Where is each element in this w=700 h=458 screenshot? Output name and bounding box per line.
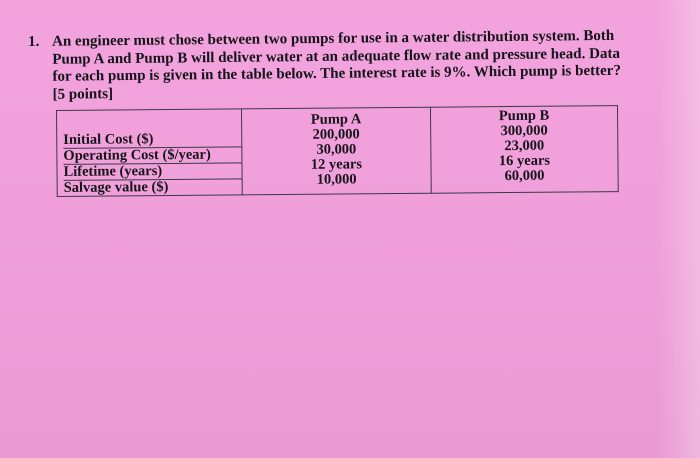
paper-edge-shading (658, 0, 700, 458)
pump-a-header: Pump A (310, 111, 362, 128)
table-row (57, 106, 619, 197)
pump-comparison-table (56, 105, 619, 206)
pump-b-salvage-value: 60,000 (504, 167, 545, 185)
pump-a-initial-cost: 200,000 (312, 126, 360, 143)
pump-a-salvage-value: 10,000 (316, 171, 357, 188)
row-label-initial-cost: Initial Cost ($) (63, 131, 242, 149)
row-label-salvage-value: Salvage value ($) (63, 179, 169, 196)
question-number: 1. (28, 33, 40, 50)
pump-b-initial-cost: 300,000 (500, 122, 548, 140)
pump-b-lifetime: 16 years (498, 152, 551, 170)
row-label-operating-cost: Operating Cost ($/year) (63, 147, 242, 165)
pump-b-header: Pump B (498, 107, 550, 125)
data-table (56, 105, 619, 197)
question-block (28, 27, 628, 103)
row-labels-cell (57, 109, 243, 197)
row-label-lifetime: Lifetime (years) (63, 163, 242, 181)
pump-a-column (241, 107, 431, 195)
pump-a-operating-cost: 30,000 (316, 141, 357, 158)
pump-b-column (430, 106, 618, 194)
pump-a-lifetime: 12 years (310, 156, 363, 173)
pump-b-operating-cost: 23,000 (504, 137, 545, 155)
question-text: An engineer must chose between two pumps for use in a water distribution system. Both Pump A and Pump B will deliver water at an adequate flow rate and pressure head. Data for each pump is given in the table below. The interest rate is 9%. Which pump is better? [5 points] (51, 27, 621, 103)
